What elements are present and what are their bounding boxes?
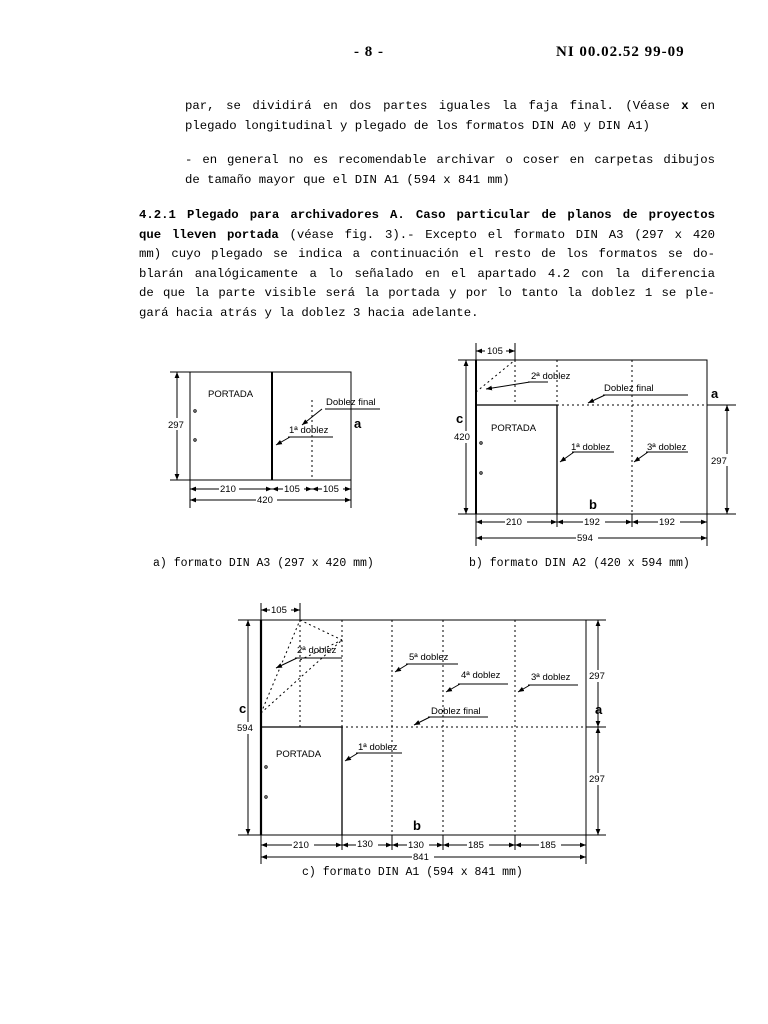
portada-outline-c — [261, 727, 342, 835]
label-a-height: 297 — [168, 420, 184, 431]
label-b-doblez3: 3ª doblez — [647, 442, 687, 453]
label-a-doblez-final: Doblez final — [326, 397, 376, 408]
label-b-d1: 210 — [506, 517, 522, 528]
section-line4: blarán analógicamente a lo señalado en el apartado 4.2 con la diferencia — [139, 267, 715, 281]
label-c-doblez5: 5ª doblez — [409, 652, 449, 663]
document-reference: NI 00.02.52 99-09 — [556, 44, 685, 60]
caption-a: a) formato DIN A3 (297 x 420 mm) — [153, 557, 374, 570]
label-a-d1: 210 — [220, 484, 236, 495]
label-c-doblez-final: Doblez final — [431, 706, 481, 717]
sheet-outline-b — [476, 360, 707, 514]
label-b-doblez-final: Doblez final — [604, 383, 654, 394]
figure-a-labels — [164, 389, 376, 506]
para2-line1: - en general no es recomendable archivar o coser en carpetas dibujos — [185, 153, 715, 167]
label-c-c: c — [239, 701, 247, 716]
section-line5: de que la parte visible será la portada y por lo tanto la doblez 1 se ple- — [139, 286, 715, 300]
label-c-r2: 297 — [589, 774, 605, 785]
figure-a-din-a3 — [170, 372, 380, 508]
label-b-d3: 192 — [659, 517, 675, 528]
label-b-b: b — [589, 497, 597, 512]
para1-line2: plegado longitudinal y plegado de los formatos DIN A0 y DIN A1) — [185, 119, 650, 133]
label-b-doblez1: 1ª doblez — [571, 442, 611, 453]
label-b-total: 594 — [577, 533, 593, 544]
label-b-doblez2: 2ª doblez — [531, 371, 571, 382]
figure-c-labels — [236, 604, 610, 863]
section-title: 4.2.1 Plegado para archivadores A. Caso particular de planos de proyectos — [139, 208, 715, 222]
label-c-top: 105 — [271, 605, 287, 616]
label-a-total: 420 — [257, 495, 273, 506]
para2-line2: de tamaño mayor que el DIN A1 (594 x 841 mm) — [185, 173, 510, 187]
label-c-doblez3: 3ª doblez — [531, 672, 571, 683]
label-b-height: 420 — [454, 432, 470, 443]
label-c-height: 594 — [237, 723, 253, 734]
label-c-d5: 185 — [540, 840, 556, 851]
label-c-d1: 210 — [293, 840, 309, 851]
label-a-doblez1: 1ª doblez — [289, 425, 329, 436]
page-number: - 8 - — [354, 44, 384, 60]
label-c-doblez1: 1ª doblez — [358, 742, 398, 753]
label-b-portada: PORTADA — [491, 423, 537, 434]
section-line2: que lleven portada (véase fig. 3).- Excepto el formato DIN A3 (297 x 420 — [139, 228, 715, 242]
label-c-d4: 185 — [468, 840, 484, 851]
label-a-portada: PORTADA — [208, 389, 254, 400]
caption-b: b) formato DIN A2 (420 x 594 mm) — [469, 557, 690, 570]
section-line3: mm) cuyo plegado se indica a continuación el resto de los formatos se do- — [139, 247, 715, 261]
label-a-a: a — [354, 416, 362, 431]
label-c-r1: 297 — [589, 671, 605, 682]
label-b-d2: 192 — [584, 517, 600, 528]
figure-c-din-a1 — [238, 603, 606, 864]
portada-outline-b — [476, 405, 557, 514]
label-a-d2: 105 — [284, 484, 300, 495]
label-b-right: 297 — [711, 456, 727, 467]
label-c-b: b — [413, 818, 421, 833]
label-c-portada: PORTADA — [276, 749, 322, 760]
label-b-c: c — [456, 411, 464, 426]
label-c-d3: 130 — [408, 840, 424, 851]
label-c-d2: 130 — [357, 839, 373, 850]
label-b-top: 105 — [487, 346, 503, 357]
label-a-d3: 105 — [323, 484, 339, 495]
label-c-total: 841 — [413, 852, 429, 863]
section-line6: gará hacia atrás y la doblez 3 hacia adelante. — [139, 306, 479, 320]
label-c-a: a — [595, 702, 603, 717]
label-b-a: a — [711, 386, 719, 401]
label-c-doblez4: 4ª doblez — [461, 670, 501, 681]
para1-line1: par, se dividirá en dos partes iguales la faja final. (Véase x en — [185, 99, 716, 113]
caption-c: c) formato DIN A1 (594 x 841 mm) — [302, 866, 523, 879]
label-c-doblez2: 2ª doblez — [297, 645, 337, 656]
